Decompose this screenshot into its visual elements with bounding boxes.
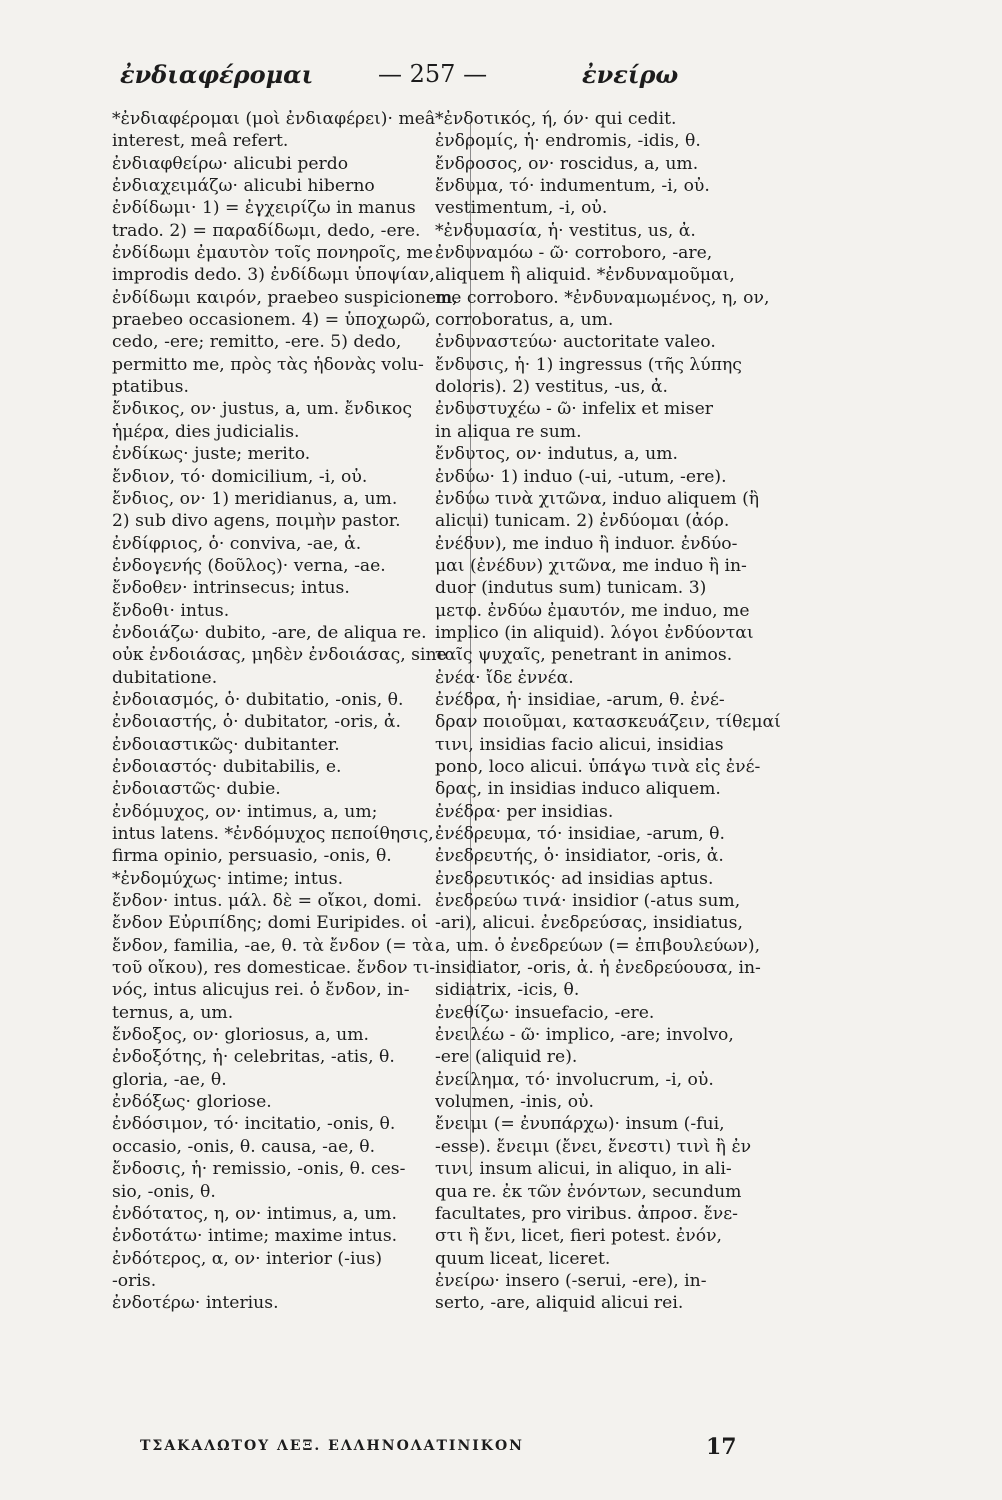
printer-signature: ΤΣΑΚΑΛΩΤΟΥ ΛΕΞ. ΕΛΛΗΝΟΛΑΤΙΝΙΚΟΝ (140, 1438, 524, 1454)
entry-line: τινι, insum alicui, in aliquo, in ali- (435, 1159, 732, 1180)
entry-line: ἔνδυμα, τό· indumentum, -i, οὐ. (435, 176, 710, 197)
entry-line: serto, -are, aliquid alicui rei. (435, 1293, 684, 1314)
entry-line: ἐνδύω τινὰ χιτῶνα, induo aliquem (ἢ (435, 488, 760, 509)
entry-line: alicui) tunicam. 2) ἐνδύομαι (ἀόρ. (435, 511, 730, 532)
entry-line: -ari), alicui. ἐνεδρεύσας, insidiatus, (435, 913, 743, 934)
entry-line: ἐνδοιαστός· dubitabilis, e. (112, 756, 342, 777)
entry-line: corroboratus, a, um. (435, 310, 614, 331)
entry-line: ἔνδροσος, ον· roscidus, a, um. (435, 153, 699, 174)
entry-line: ἔνδον, familia, -ae, θ. τὰ ἔνδον (= τὰ (112, 935, 434, 956)
entry-line: ἡμέρα, dies judicialis. (112, 421, 300, 442)
entry-line: ἐνδοιαστής, ὁ· dubitator, -oris, ἀ. (112, 712, 401, 733)
entry-line: in aliqua re sum. (435, 421, 582, 442)
entry-line: ἔνδοθι· intus. (112, 600, 230, 621)
entry-line: 2) sub divo agens, ποιμὴν pastor. (112, 511, 401, 532)
entry-line: improdis dedo. 3) ἐνδίδωμι ὑποψίαν, (112, 265, 435, 286)
entry-line: ἐνδότατος, η, ον· intimus, a, um. (112, 1203, 397, 1224)
entry-line: ἔνδον Εὐριπίδης; domi Euripides. οἱ (112, 913, 429, 934)
entry-line: ἔνδυτος, ον· indutus, a, um. (435, 444, 678, 465)
entry-line: ἐνδίδωμι καιρόν, praebeo suspicionem, (112, 287, 458, 308)
entry-line: ἐνδιαφθείρω· alicubi perdo (112, 153, 349, 174)
entry-line: ἐνείρω· insero (-serui, -ere), in- (435, 1270, 707, 1291)
entry-line: *ἐνδομύχως· intime; intus. (112, 868, 344, 889)
entry-line: interest, meâ refert. (112, 131, 289, 152)
left-column (112, 108, 462, 1315)
entry-line: ptatibus. (112, 377, 189, 398)
entry-line: ἐνέδρευμα, τό· insidiae, -arum, θ. (435, 824, 725, 844)
signature-number: 17 (706, 1434, 737, 1460)
entry-line: ἐνδίδωμι ἐμαυτὸν τοῖς πονηροῖς, me (112, 243, 433, 264)
entry-line: -oris. (112, 1270, 157, 1291)
entry-line: pono, loco alicui. ὑπάγω τινὰ εἰς ἐνέ- (435, 756, 761, 777)
entry-line: firma opinio, persuasio, -onis, θ. (112, 846, 392, 867)
entry-line: facultates, pro viribus. ἀπροσ. ἔνε- (435, 1203, 738, 1224)
entry-line: me corroboro. *ἐνδυναμωμένος, η, ον, (435, 287, 770, 308)
header-left-word: ἐνδιαφέρομαι (120, 60, 314, 89)
entry-line: *ἐνδυμασία, ἡ· vestitus, us, ἀ. (435, 220, 696, 241)
entry-line: ἐνδοξότης, ἡ· celebritas, -atis, θ. (112, 1047, 395, 1068)
entry-line: ἐνδίφριος, ὁ· conviva, -ae, ἀ. (112, 533, 362, 554)
entry-line: ἐνδυστυχέω - ῶ· infelix et miser (435, 399, 713, 420)
entry-line: ἐνδότερος, α, ον· interior (-ius) (112, 1248, 383, 1269)
entry-line: ἔνδιον, τό· domicilium, -i, οὐ. (112, 466, 368, 487)
entry-line: ταῖς ψυχαῖς, penetrant in animos. (435, 645, 733, 666)
entry-line: praebeo occasionem. 4) = ὑποχωρῶ, (112, 310, 431, 331)
entry-line: ἐνδοτέρω· interius. (112, 1293, 279, 1314)
entry-line: ἐνέα· ἴδε ἐννέα. (435, 667, 574, 688)
running-head (120, 60, 920, 100)
entry-line: ἐνδύω· 1) induo (-ui, -utum, -ere). (435, 466, 727, 487)
entry-line: doloris). 2) vestitus, -us, ἀ. (435, 377, 668, 398)
entry-line: sio, -onis, θ. (112, 1181, 216, 1202)
entry-line: *ἐνδιαφέρομαι (μοὶ ἐνδιαφέρει)· meâ (112, 109, 436, 129)
entry-line: ἐνδογενής (δοῦλος)· verna, -ae. (112, 555, 386, 576)
header-right-word: ἐνείρω (582, 60, 679, 89)
entry-line: sidiatrix, -icis, θ. (435, 980, 580, 1001)
entry-line: οὐκ ἐνδοιάσας, μηδὲν ἐνδοιάσας, sine (112, 645, 447, 666)
entry-line: ἐνδοιασμός, ὁ· dubitatio, -onis, θ. (112, 689, 404, 710)
entry-line: ἔνδοσις, ἡ· remissio, -onis, θ. ces- (112, 1159, 406, 1180)
entry-line: μαι (ἐνέδυν) χιτῶνα, me induo ἢ in- (435, 555, 747, 576)
entry-line: ἔνδοξος, ον· gloriosus, a, um. (112, 1025, 370, 1046)
entry-line: ἐνέδρα, ἡ· insidiae, -arum, θ. ἐνέ- (435, 689, 725, 710)
entry-line: ἐνδόξως· gloriose. (112, 1092, 272, 1113)
entry-line: -ere (aliquid re). (435, 1047, 578, 1068)
entry-line: ἐνεθίζω· insuefacio, -ere. (435, 1002, 655, 1023)
entry-line: ἔνδοθεν· intrinsecus; intus. (112, 578, 350, 599)
entry-line: dubitatione. (112, 667, 218, 688)
entry-line: cedo, -ere; remitto, -ere. 5) dedo, (112, 332, 402, 353)
entry-line: ἐνδοιάζω· dubito, -are, de aliqua re. (112, 622, 427, 643)
entry-line: ἐνείλημα, τό· involucrum, -i, οὐ. (435, 1069, 714, 1090)
entry-line: τοῦ οἴκου), res domesticae. ἔνδον τι- (112, 958, 436, 979)
entry-line: -esse). ἔνειμι (ἔνει, ἔνεστι) τινὶ ἢ ἐν (435, 1136, 752, 1157)
entry-line: ἐνδόσιμον, τό· incitatio, -onis, θ. (112, 1114, 396, 1135)
entry-line: ἔνειμι (= ἐνυπάρχω)· insum (-fui, (435, 1114, 725, 1135)
entry-line: ἔνδυσις, ἡ· 1) ingressus (τῆς λύπης (435, 354, 742, 375)
entry-line: δραν ποιοῦμαι, κατασκευάζειν, τίθεμαί (435, 712, 781, 733)
entry-line: quum liceat, liceret. (435, 1248, 611, 1269)
entry-line: δρας, in insidias induco aliquem. (435, 779, 721, 800)
entry-line: volumen, -inis, οὐ. (435, 1092, 594, 1113)
entry-line: ἐνδυναμόω - ῶ· corroboro, -are, (435, 243, 713, 264)
entry-line: ἐνέδυν), me induo ἢ induor. ἐνδύο- (435, 533, 738, 554)
entry-line: vestimentum, -i, οὐ. (435, 198, 608, 219)
entry-line: ἐνδρομίς, ἡ· endromis, -idis, θ. (435, 131, 701, 152)
entry-line: στι ἢ ἔνι, licet, fieri potest. ἐνόν, (435, 1226, 722, 1247)
entry-line: ἐνεδρευτικός· ad insidias aptus. (435, 868, 714, 889)
entry-line: ἐνειλέω - ῶ· implico, -are; involvo, (435, 1025, 734, 1046)
entry-line: ἔνδικος, ον· justus, a, um. ἔνδικος (112, 399, 413, 420)
page-number: — 257 — (378, 60, 488, 88)
entry-line: duor (indutus sum) tunicam. 3) (435, 578, 707, 599)
entry-line: ἔνδον· intus. μάλ. δὲ = οἴκοι, domi. (112, 891, 422, 912)
entry-line: gloria, -ae, θ. (112, 1069, 227, 1090)
entry-line: ἐνδιαχειμάζω· alicubi hiberno (112, 176, 375, 197)
entry-line: intus latens. *ἐνδόμυχος πεποίθησις, (112, 824, 434, 844)
entry-line: insidiator, -oris, ἀ. ἡ ἐνεδρεύουσα, in- (435, 958, 761, 979)
entry-line: νός, intus alicujus rei. ὁ ἔνδον, in- (112, 980, 410, 1001)
right-column (435, 108, 803, 1315)
entry-line: ternus, a, um. (112, 1002, 234, 1023)
entry-line: ἐνδοτάτω· intime; maxime intus. (112, 1226, 398, 1247)
entry-line: permitto me, πρὸς τὰς ἡδονὰς volu- (112, 354, 424, 375)
entry-line: ἐνδίδωμι· 1) = ἐγχειρίζω in manus (112, 198, 416, 219)
entry-line: ἔνδιος, ον· 1) meridianus, a, um. (112, 488, 398, 509)
entry-line: a, um. ὁ ἐνεδρεύων (= ἐπιβουλεύων), (435, 935, 761, 956)
entry-line: implico (in aliquid). λόγοι ἐνδύονται (435, 622, 754, 643)
entry-line: aliquem ἢ aliquid. *ἐνδυναμοῦμαι, (435, 265, 735, 286)
footer (140, 1434, 840, 1464)
entry-line: ἐνδοιαστικῶς· dubitanter. (112, 734, 340, 755)
entry-line: μετφ. ἐνδύω ἐμαυτόν, me induo, me (435, 600, 750, 621)
entry-line: τινι, insidias facio alicui, insidias (435, 734, 724, 755)
entry-line: ἐνδίκως· juste; merito. (112, 444, 311, 465)
entry-line: ἐνδυναστεύω· auctoritate valeo. (435, 332, 716, 353)
entry-line: occasio, -onis, θ. causa, -ae, θ. (112, 1136, 376, 1157)
entry-line: ἐνδόμυχος, ον· intimus, a, um; (112, 801, 378, 822)
entry-line: *ἐνδοτικός, ή, όν· qui cedit. (435, 109, 677, 129)
entry-line: ἐνεδρευτής, ὁ· insidiator, -oris, ἀ. (435, 846, 724, 867)
entry-line: qua re. ἐκ τῶν ἐνόντων, secundum (435, 1181, 742, 1202)
entry-line: ἐνέδρα· per insidias. (435, 801, 614, 822)
entry-line: ἐνεδρεύω τινά· insidior (-atus sum, (435, 891, 741, 912)
entry-line: trado. 2) = παραδίδωμι, dedo, -ere. (112, 220, 421, 241)
entry-line: ἐνδοιαστῶς· dubie. (112, 779, 281, 800)
